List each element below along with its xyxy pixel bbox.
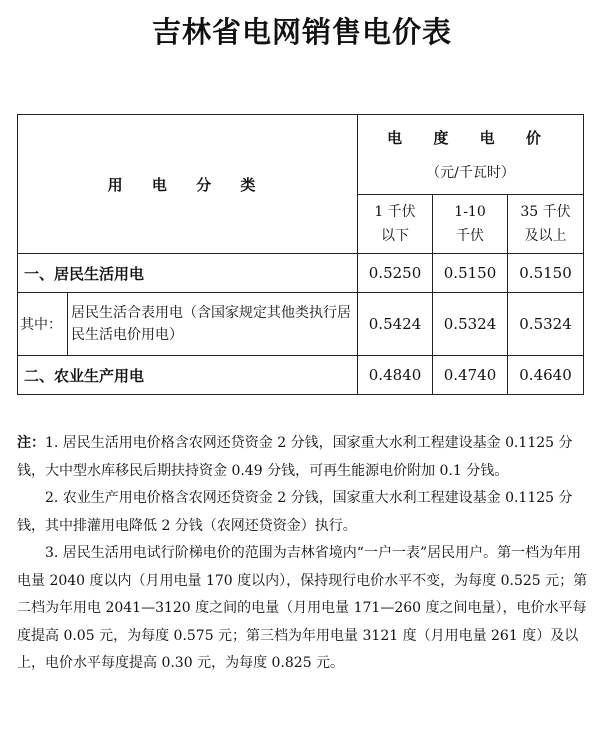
column-header-line: 及以上 (524, 228, 567, 244)
price-cell: 0.5250 (358, 254, 433, 293)
price-cell: 0.4740 (433, 356, 508, 395)
note-3: 3. 居民生活用电试行阶梯电价的范围为吉林省境内“一户一表”居民用户。第一档为年用电量 2040 度以内（月用电量 170 度以内），保持现行电价水平不变，为每度 0.525 元；第二档为年用电 2041—3120 度之间的电量（月用电量 171—260 度之间电量），电价水平每度提高 0.05 元，为每度 0.575 元；第三档为年用电量 3121 度（月用电量 261 度）及以上，电价水平每度提高 0.30 元，为每度 0.825 元。 (17, 545, 588, 671)
column-header-line: 以下 (381, 228, 410, 244)
price-cell: 0.5150 (433, 254, 508, 293)
row-label: 一、居民生活用电 (18, 254, 358, 293)
column-header-line: 35 千伏 (520, 204, 571, 220)
column-header-line: 1 千伏 (374, 204, 416, 220)
price-unit: （元/千瓦时） (426, 165, 515, 181)
note-1-text: 1. 居民生活用电价格含农网还贷资金 2 分钱，国家重大水利工程建设基金 0.1125 分钱，大中型水库移民后期扶持资金 0.49 分钱，可再生能源电价附加 0.1 分钱。 (17, 435, 573, 479)
price-cell: 0.5150 (508, 254, 584, 293)
row-label: 居民生活合表用电（含国家规定其他类执行居民生活电价用电） (68, 293, 358, 356)
price-cell: 0.4640 (508, 356, 584, 395)
price-table (17, 114, 584, 395)
price-header: 电 度 电 价 (387, 129, 554, 147)
price-header-cell (358, 115, 584, 195)
table-row (18, 293, 584, 356)
note-2: 2. 农业生产用电价格含农网还贷资金 2 分钱，国家重大水利工程建设基金 0.1125 分钱，其中排灌用电降低 2 分钱（农网还贷资金）执行。 (17, 490, 573, 534)
price-cell: 0.4840 (358, 356, 433, 395)
table-row (18, 254, 584, 293)
row-label: 二、农业生产用电 (18, 356, 358, 395)
price-cell: 0.5424 (358, 293, 433, 356)
column-header-line: 1-10 (454, 204, 486, 220)
category-header: 用 电 分 类 (18, 115, 358, 254)
column-header (508, 195, 584, 254)
page-title: 吉林省电网销售电价表 (151, 15, 452, 49)
notes-lead: 注： (17, 435, 45, 451)
column-header (433, 195, 508, 254)
column-header-line: 千伏 (456, 228, 485, 244)
note-1 (17, 430, 589, 485)
row-prefix: 其中： (18, 293, 68, 356)
table-row (18, 356, 584, 395)
notes-section (17, 430, 589, 678)
price-cell: 0.5324 (508, 293, 584, 356)
price-cell: 0.5324 (433, 293, 508, 356)
column-header (358, 195, 433, 254)
